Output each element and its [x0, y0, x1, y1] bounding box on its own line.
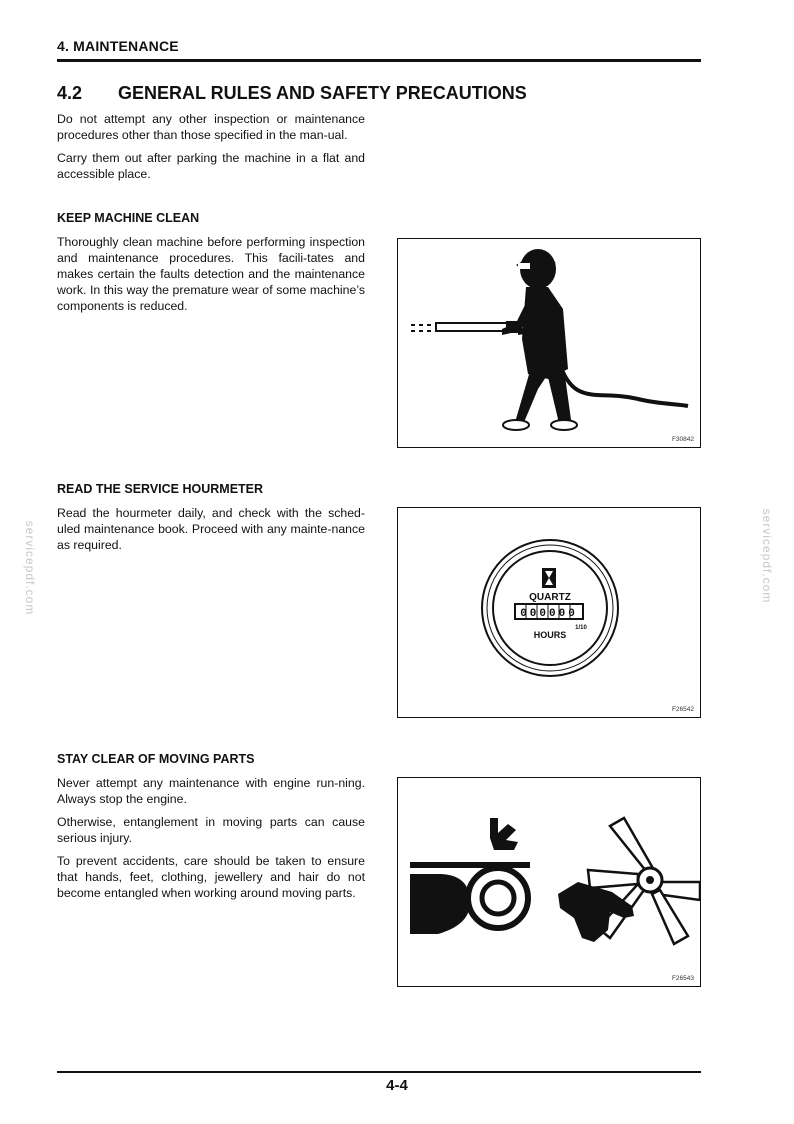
- section-heading: [57, 83, 527, 104]
- worker-washing-illustration: [398, 239, 700, 447]
- figure-code: F30842: [671, 436, 694, 443]
- hourmeter-figure: [397, 507, 701, 718]
- moving-parts-paragraph: Otherwise, entanglement in moving parts can cause serious injury.: [57, 815, 365, 845]
- hourmeter-paragraph: Read the hourmeter daily, and check with the sched-uled maintenance book. Proceed with any mainte-nance as required.: [57, 506, 365, 552]
- entanglement-illustration: [398, 778, 700, 986]
- moving-parts-paragraph: To prevent accidents, care should be taken to ensure that hands, feet, clothing, jewellery and hair do not become entangled when working around moving parts.: [57, 854, 365, 900]
- footer-rule: [57, 1071, 701, 1073]
- watermark-right: servicepdf.com: [760, 508, 774, 604]
- intro-text: [57, 111, 365, 189]
- moving-parts-heading: STAY CLEAR OF MOVING PARTS: [57, 752, 255, 766]
- figure-code: F26543: [671, 975, 694, 982]
- hourmeter-gauge-illustration: [398, 508, 700, 717]
- gauge-small-mark: 1/10: [575, 625, 587, 631]
- page-number: 4-4: [386, 1077, 408, 1094]
- keep-clean-text: [57, 234, 365, 321]
- intro-paragraph: Carry them out after parking the machine in a flat and accessible place.: [57, 151, 365, 181]
- keep-clean-paragraph: Thoroughly clean machine before performing inspection and maintenance procedures. This facili-tates and makes certain the faults detection and the maintenance work. In this way the premature wear of some machine’s components is reduced.: [57, 235, 365, 313]
- header-rule: [57, 59, 701, 62]
- hourmeter-heading: READ THE SERVICE HOURMETER: [57, 482, 264, 496]
- gauge-unit: HOURS: [533, 630, 567, 640]
- keep-clean-heading: KEEP MACHINE CLEAN: [57, 211, 200, 225]
- moving-parts-text: [57, 775, 365, 908]
- hourmeter-text: [57, 505, 365, 560]
- moving-parts-paragraph: Never attempt any maintenance with engine run-ning. Always stop the engine.: [57, 776, 365, 806]
- chapter-header: 4. MAINTENANCE: [57, 38, 179, 54]
- section-title: GENERAL RULES AND SAFETY PRECAUTIONS: [118, 83, 527, 103]
- watermark-left: servicepdf.com: [23, 520, 37, 616]
- washing-figure: [397, 238, 701, 448]
- intro-paragraph: Do not attempt any other inspection or maintenance procedures other than those specified in the man-ual.: [57, 112, 365, 142]
- gauge-brand: QUARTZ: [529, 592, 571, 603]
- gauge-digits: 000000: [520, 608, 578, 620]
- moving-parts-figure: [397, 777, 701, 987]
- section-number: 4.2: [57, 83, 83, 103]
- figure-code: F26542: [671, 706, 694, 713]
